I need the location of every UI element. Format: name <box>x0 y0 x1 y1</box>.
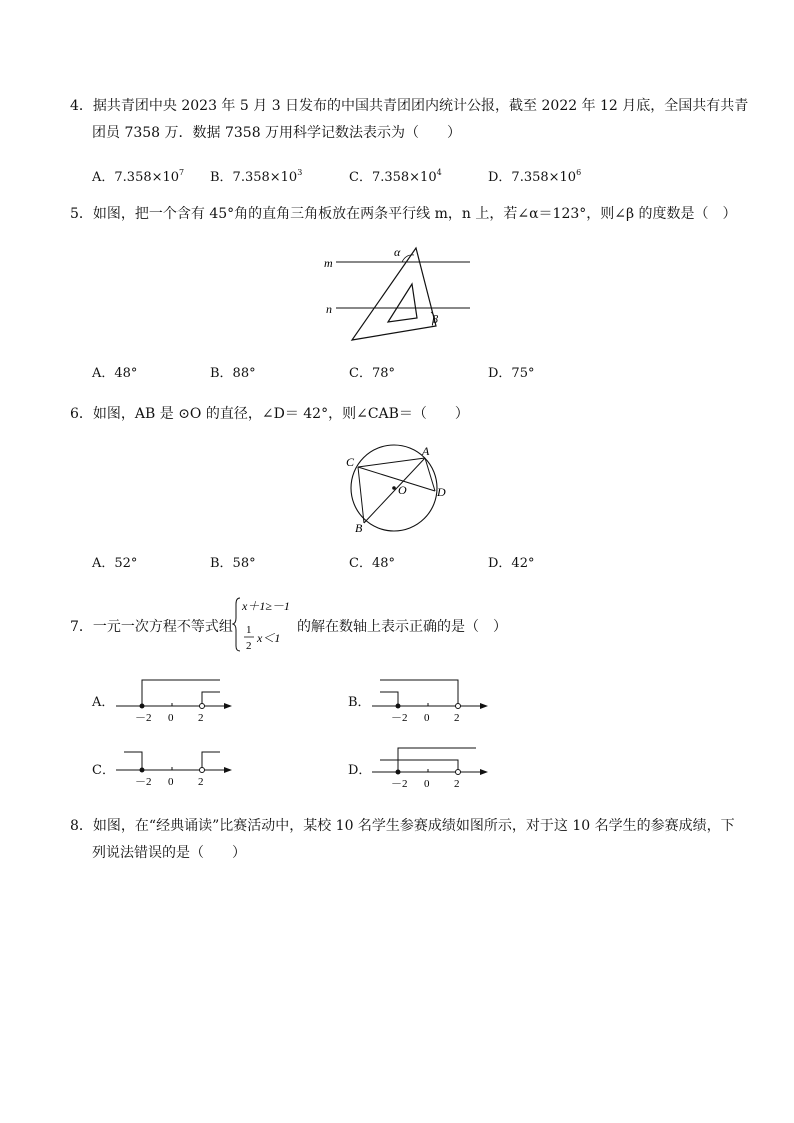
q8-line2: 列说法错误的是（ ） <box>92 845 246 861</box>
q4-option-b: B．$7.358\times 10^3$ <box>210 168 303 185</box>
ineq2-num: 1 <box>246 624 252 636</box>
q4-option-a: A．$7.358\times 10^7$ <box>92 168 185 185</box>
q4-option-c: C．$7.358\times 10^4$ <box>349 168 442 185</box>
tick-neg2: －2 <box>391 778 408 790</box>
q7-option-c-numberline <box>114 742 238 790</box>
q6-option-a: A．52° <box>92 556 138 571</box>
tick-0: 0 <box>168 712 174 724</box>
label-C: C <box>346 455 355 469</box>
q4-line2: 团员 7358 万．数据 7358 万用科学记数法表示为（ ） <box>92 125 462 141</box>
ineq1: x＋1≥－1 <box>242 599 290 613</box>
tick-2: 2 <box>198 776 204 788</box>
label-beta: β <box>432 312 438 326</box>
tick-2: 2 <box>198 712 204 724</box>
q7-option-c-label: C． <box>92 763 115 778</box>
q7-prefix: 7．一元一次方程不等式组 <box>70 619 233 635</box>
label-A: A <box>422 444 430 458</box>
q7-inequality-system <box>232 594 294 654</box>
q7-suffix: 的解在数轴上表示正确的是（ ） <box>297 619 507 635</box>
ineq2-den: 2 <box>246 640 252 652</box>
q6-option-b: B．58° <box>210 556 256 571</box>
q5-option-b: B．88° <box>210 366 256 381</box>
ineq2-rest: x＜1 <box>257 631 281 645</box>
q8-line1: 8．如图，在“经典诵读”比赛活动中，某校 10 名学生参赛成绩如图所示，对于这 10 名学生的参赛成绩，下 <box>70 818 735 834</box>
q5-line1: 5．如图，把一个含有 45°角的直角三角板放在两条平行线 m，n 上，若∠α＝123°，则∠β 的度数是（ ） <box>70 206 737 222</box>
q4-option-d: D．$7.358\times 10^6$ <box>488 168 582 185</box>
q7-option-a-numberline <box>114 676 238 724</box>
q6-option-c: C．48° <box>349 556 395 571</box>
label-m: m <box>324 256 333 270</box>
q4-line1: 4．据共青团中央 2023 年 5 月 3 日发布的中国共青团团内统计公报，截至 2022 年 12 月底，全国共有共青 <box>70 98 749 114</box>
q7-option-b-numberline <box>370 676 494 724</box>
q5-option-a: A．48° <box>92 366 138 381</box>
tick-0: 0 <box>168 776 174 788</box>
q5-option-c: C．78° <box>349 366 395 381</box>
tick-neg2: －2 <box>391 712 408 724</box>
q7-option-d-numberline <box>370 742 494 790</box>
tick-0: 0 <box>424 778 430 790</box>
tick-2: 2 <box>454 712 460 724</box>
q6-line1: 6．如图，AB 是 ⊙O 的直径，∠D＝ 42°，则∠CAB＝（ ） <box>70 406 469 422</box>
tick-0: 0 <box>424 712 430 724</box>
q5-option-d: D．75° <box>488 366 535 381</box>
tick-neg2: －2 <box>135 712 152 724</box>
label-alpha: α <box>394 245 401 259</box>
q7-option-b-label: B． <box>348 695 371 710</box>
tick-neg2: －2 <box>135 776 152 788</box>
label-O: O <box>398 483 407 497</box>
tick-2: 2 <box>454 778 460 790</box>
q5-parallel-lines-figure <box>316 242 476 346</box>
q7-option-a-label: A． <box>92 695 115 710</box>
q6-option-d: D．42° <box>488 556 535 571</box>
q7-option-d-label: D． <box>348 763 372 778</box>
label-D: D <box>437 485 446 499</box>
q6-circle-figure <box>340 442 460 538</box>
label-n: n <box>326 302 332 316</box>
label-B: B <box>355 521 363 535</box>
